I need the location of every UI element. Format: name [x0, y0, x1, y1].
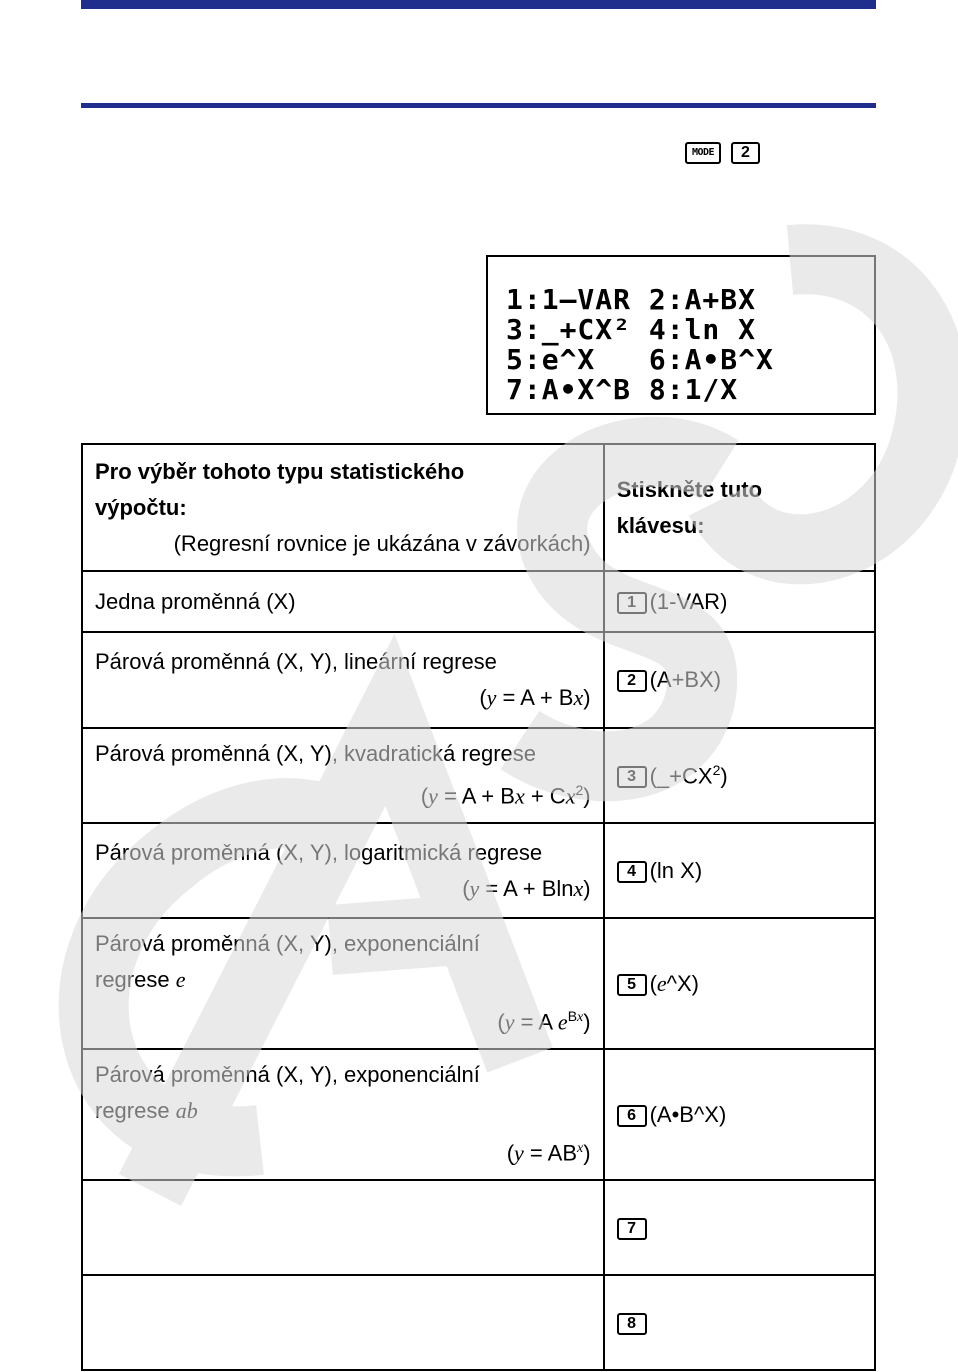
- key-1-icon: 1: [617, 592, 647, 614]
- row-desc-line1: Párová proměnná (X, Y), exponenciální: [95, 1062, 480, 1088]
- row-desc: Párová proměnná (X, Y), kvadratická regrese: [95, 741, 537, 767]
- key-label: (_+CX: [649, 763, 713, 789]
- row-key-cell: [604, 823, 875, 918]
- lcd-line: 5:e^X 6:A•B^X: [506, 343, 774, 376]
- row-desc: Párová proměnná (X, Y), logaritmická regrese: [95, 839, 543, 865]
- lcd-line: 7:A•X^B 8:1/X: [506, 373, 739, 406]
- row-desc-cell: [82, 1180, 604, 1275]
- key-3-icon: 3: [617, 766, 647, 788]
- row-desc: Jedna proměnná (X): [82, 571, 604, 632]
- row-desc-cell: [82, 1049, 604, 1180]
- row-key-cell: [604, 1275, 875, 1370]
- table-row: [82, 632, 875, 728]
- table-row: [82, 728, 875, 823]
- row-key-cell: [604, 632, 875, 728]
- key-2-icon: 2: [617, 670, 647, 692]
- key-5-icon: 5: [617, 974, 647, 996]
- row-formula: (y = A $e^{Bx}$): [497, 1008, 591, 1035]
- row-formula: $(y = AB^x)$: [506, 1140, 591, 1166]
- header-left-line2: výpočtu:: [95, 494, 187, 520]
- row-desc-cell: [82, 1275, 604, 1370]
- mode-key-icon: MODE: [685, 142, 721, 164]
- key-7-icon: 7: [617, 1218, 647, 1240]
- key-2-icon: 2: [731, 142, 760, 164]
- regression-table: [81, 443, 876, 1371]
- table-row: [82, 823, 875, 918]
- header-left-note: (Regresní rovnice je ukázána v závorkách): [173, 530, 591, 556]
- table-header-row: [82, 444, 875, 571]
- row-desc-cell: [82, 823, 604, 918]
- lcd-line: 1:1—VAR 2:A+BX: [506, 283, 757, 316]
- table-row: [82, 1049, 875, 1180]
- row-key-cell: [604, 1180, 875, 1275]
- header-right-line2: klávesu:: [616, 512, 705, 538]
- section-rule: [81, 103, 876, 108]
- key-label: (ln X): [649, 857, 703, 883]
- row-desc: Párová proměnná (X, Y), lineární regrese: [95, 649, 497, 674]
- row-key-cell: 5 (e^X): [604, 918, 875, 1049]
- row-desc-line1: Párová proměnná (X, Y), exponenciální: [95, 931, 480, 957]
- key-label: (A+BX): [649, 667, 722, 692]
- key-4-icon: 4: [617, 861, 647, 883]
- key-8-icon: 8: [617, 1313, 647, 1335]
- row-formula: (y = A + Bx): [479, 685, 591, 710]
- header-left-line1: Pro výběr tohoto typu statistického: [95, 458, 465, 484]
- table-row: [82, 918, 875, 1049]
- row-formula: $(y = A + Bx + Cx^2)$: [420, 782, 591, 809]
- table-row: [82, 571, 875, 632]
- table-row: [82, 1275, 875, 1370]
- header-right-cell: [604, 444, 875, 571]
- key-6-icon: 6: [617, 1105, 647, 1127]
- row-key-cell: [604, 1049, 875, 1180]
- header-right-line1: Stiskněte tuto: [616, 476, 763, 502]
- key-label: (1-VAR): [649, 588, 728, 614]
- row-key-cell: 3 $(\_+CX^2)$: [604, 728, 875, 823]
- row-desc-cell: [82, 632, 604, 728]
- lcd-line: 3:_+CX² 4:ln X: [506, 313, 757, 346]
- table-row: [82, 1180, 875, 1275]
- row-desc-cell: [82, 728, 604, 823]
- key-label: (A•B^X): [649, 1101, 727, 1127]
- row-desc-line2: regrese e: [95, 967, 186, 993]
- row-desc-cell: [82, 918, 604, 1049]
- top-color-bar: [81, 0, 876, 9]
- row-key-cell: [604, 571, 875, 632]
- calculator-lcd: [486, 255, 876, 415]
- key-label: X): [677, 970, 699, 996]
- header-left-cell: [82, 444, 604, 571]
- row-desc-line2: regrese ab: [95, 1098, 198, 1124]
- row-formula: (y = A + Blnx): [462, 875, 591, 901]
